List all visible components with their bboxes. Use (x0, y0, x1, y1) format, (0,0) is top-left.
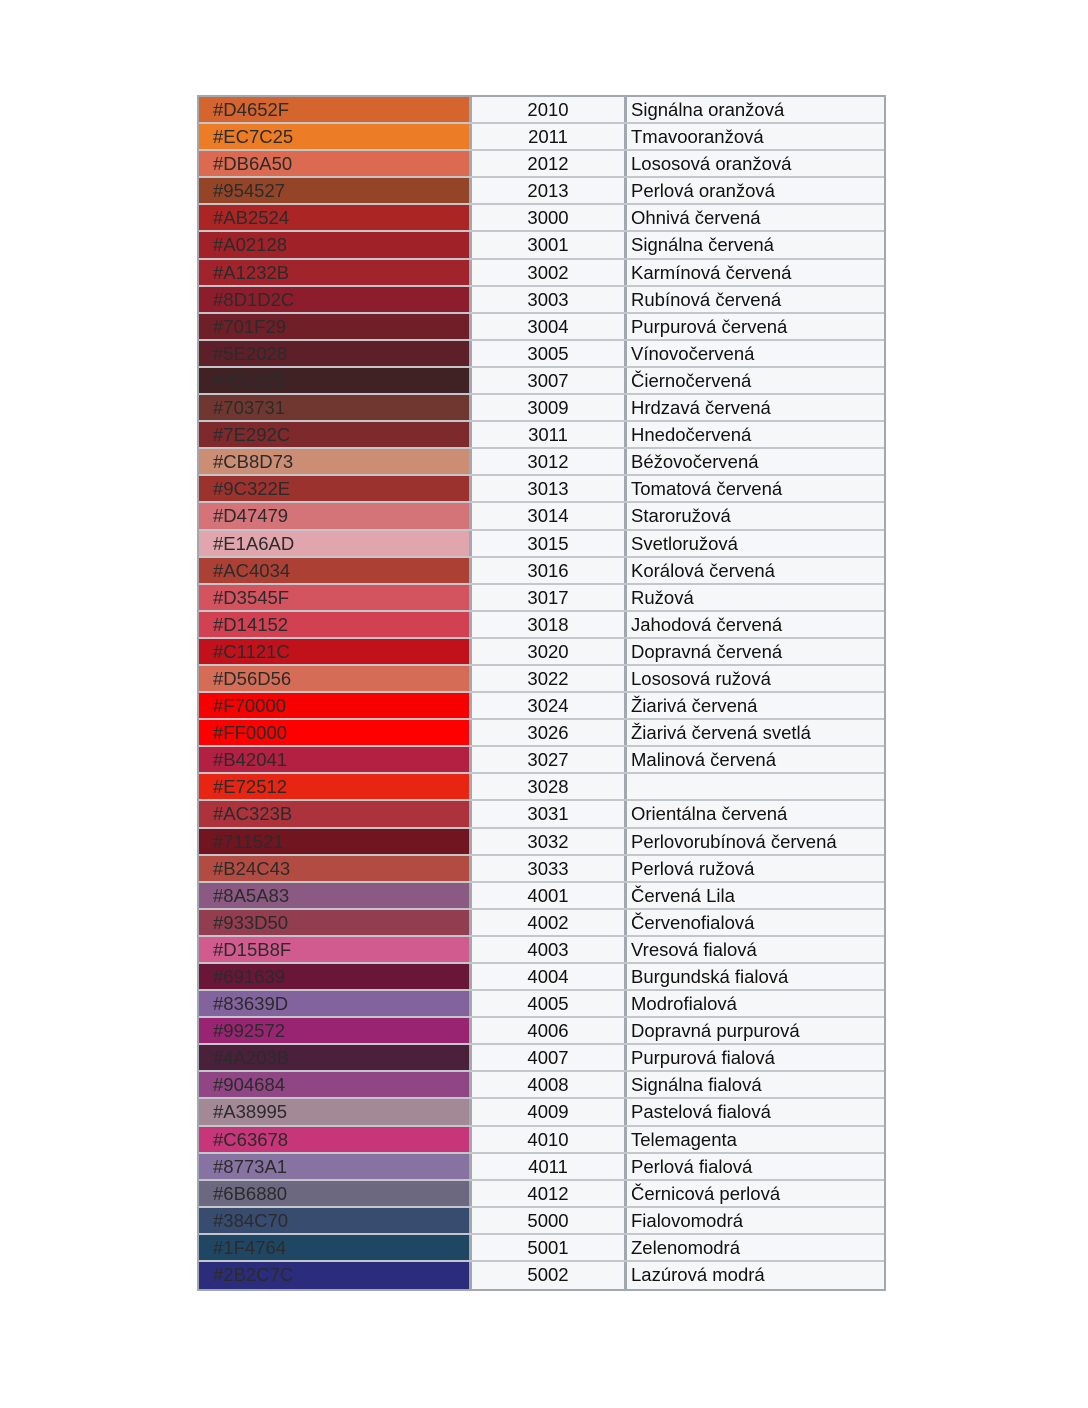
color-name: Žiarivá červená svetlá (627, 720, 884, 745)
color-swatch-hex: #AC323B (199, 801, 469, 826)
table-row (199, 666, 884, 693)
ral-code: 4007 (472, 1045, 624, 1070)
color-swatch-hex: #B24C43 (199, 856, 469, 881)
ral-code: 4010 (472, 1127, 624, 1152)
table-row (199, 720, 884, 747)
color-table (197, 95, 886, 1291)
table-row (199, 449, 884, 476)
color-swatch-hex: #4A203B (199, 1045, 469, 1070)
color-name: Tmavooranžová (627, 124, 884, 149)
color-name: Vínovočervená (627, 341, 884, 366)
ral-code: 5001 (472, 1235, 624, 1260)
color-name: Červenofialová (627, 910, 884, 935)
ral-code: 3011 (472, 422, 624, 447)
color-swatch-hex: #A02128 (199, 232, 469, 257)
color-swatch-hex: #384C70 (199, 1208, 469, 1233)
color-swatch-hex: #954527 (199, 178, 469, 203)
ral-code: 3014 (472, 503, 624, 528)
color-swatch-hex: #D56D56 (199, 666, 469, 691)
ral-code: 3007 (472, 368, 624, 393)
ral-code: 4005 (472, 991, 624, 1016)
color-swatch-hex: #DB6A50 (199, 151, 469, 176)
table-row (199, 1099, 884, 1126)
table-row (199, 1262, 884, 1289)
ral-code: 4003 (472, 937, 624, 962)
color-name: Svetloružová (627, 531, 884, 556)
ral-code: 3022 (472, 666, 624, 691)
ral-code: 3005 (472, 341, 624, 366)
table-row (199, 747, 884, 774)
ral-code: 2010 (472, 97, 624, 122)
color-swatch-hex: #83639D (199, 991, 469, 1016)
color-name: Karmínová červená (627, 260, 884, 285)
table-row (199, 341, 884, 368)
ral-code: 3001 (472, 232, 624, 257)
ral-code: 4012 (472, 1181, 624, 1206)
table-row (199, 178, 884, 205)
color-name: Staroružová (627, 503, 884, 528)
color-name: Signálna červená (627, 232, 884, 257)
color-name (627, 774, 884, 799)
color-name: Červená Lila (627, 883, 884, 908)
color-name: Jahodová červená (627, 612, 884, 637)
table-row (199, 1018, 884, 1045)
ral-code: 3012 (472, 449, 624, 474)
color-swatch-hex: #C63678 (199, 1127, 469, 1152)
table-row (199, 395, 884, 422)
color-name: Lazúrová modrá (627, 1262, 884, 1289)
table-row (199, 1072, 884, 1099)
color-name: Perlová fialová (627, 1154, 884, 1179)
ral-code: 4001 (472, 883, 624, 908)
color-name: Ohnivá červená (627, 205, 884, 230)
color-swatch-hex: #7E292C (199, 422, 469, 447)
ral-code: 2012 (472, 151, 624, 176)
color-name: Perlová oranžová (627, 178, 884, 203)
color-swatch-hex: #8D1D2C (199, 287, 469, 312)
color-swatch-hex: #D14152 (199, 612, 469, 637)
ral-code: 3027 (472, 747, 624, 772)
color-swatch-hex: #FF0000 (199, 720, 469, 745)
color-swatch-hex: #9C322E (199, 476, 469, 501)
color-swatch-hex: #CB8D73 (199, 449, 469, 474)
table-row (199, 1045, 884, 1072)
table-row (199, 774, 884, 801)
ral-code: 3017 (472, 585, 624, 610)
color-name: Purpurová fialová (627, 1045, 884, 1070)
color-name: Tomatová červená (627, 476, 884, 501)
ral-code: 3013 (472, 476, 624, 501)
color-name: Zelenomodrá (627, 1235, 884, 1260)
color-name: Béžovočervená (627, 449, 884, 474)
table-row (199, 585, 884, 612)
color-swatch-hex: #AB2524 (199, 205, 469, 230)
color-swatch-hex: #6B6880 (199, 1181, 469, 1206)
color-swatch-hex: #D15B8F (199, 937, 469, 962)
color-name: Ružová (627, 585, 884, 610)
table-row (199, 558, 884, 585)
color-name: Fialovomodrá (627, 1208, 884, 1233)
table-row (199, 124, 884, 151)
color-swatch-hex: #F70000 (199, 693, 469, 718)
table-row (199, 232, 884, 259)
color-name: Čiernočervená (627, 368, 884, 393)
ral-code: 3002 (472, 260, 624, 285)
ral-code: 3026 (472, 720, 624, 745)
ral-code: 3032 (472, 829, 624, 854)
table-row (199, 801, 884, 828)
color-name: Hnedočervená (627, 422, 884, 447)
table-row (199, 531, 884, 558)
ral-code: 3024 (472, 693, 624, 718)
ral-code: 3020 (472, 639, 624, 664)
table-row (199, 612, 884, 639)
color-swatch-hex: #933D50 (199, 910, 469, 935)
ral-code: 3004 (472, 314, 624, 339)
table-row (199, 368, 884, 395)
ral-code: 4002 (472, 910, 624, 935)
ral-code: 4006 (472, 1018, 624, 1043)
table-row (199, 1235, 884, 1262)
color-name: Dopravná červená (627, 639, 884, 664)
table-row (199, 910, 884, 937)
ral-code: 3016 (472, 558, 624, 583)
color-swatch-hex: #2B2C7C (199, 1262, 469, 1289)
color-name: Žiarivá červená (627, 693, 884, 718)
color-name: Pastelová fialová (627, 1099, 884, 1124)
ral-code: 3015 (472, 531, 624, 556)
ral-code: 3000 (472, 205, 624, 230)
color-swatch-hex: #A1232B (199, 260, 469, 285)
color-name: Orientálna červená (627, 801, 884, 826)
color-swatch-hex: #E1A6AD (199, 531, 469, 556)
table-row (199, 287, 884, 314)
color-name: Modrofialová (627, 991, 884, 1016)
color-name: Telemagenta (627, 1127, 884, 1152)
color-name: Vresová fialová (627, 937, 884, 962)
table-row (199, 1208, 884, 1235)
color-swatch-hex: #B42041 (199, 747, 469, 772)
table-row (199, 1154, 884, 1181)
color-swatch-hex: #D3545F (199, 585, 469, 610)
color-swatch-hex: #703731 (199, 395, 469, 420)
color-name: Perlovorubínová červená (627, 829, 884, 854)
ral-code: 3033 (472, 856, 624, 881)
color-name: Signálna oranžová (627, 97, 884, 122)
color-swatch-hex: #8A5A83 (199, 883, 469, 908)
color-swatch-hex: #8773A1 (199, 1154, 469, 1179)
table-row (199, 503, 884, 530)
table-row (199, 314, 884, 341)
table-row (199, 476, 884, 503)
color-swatch-hex: #C1121C (199, 639, 469, 664)
table-row (199, 1181, 884, 1208)
ral-code: 2011 (472, 124, 624, 149)
table-row (199, 639, 884, 666)
color-swatch-hex: #EC7C25 (199, 124, 469, 149)
ral-code: 4004 (472, 964, 624, 989)
table-row (199, 883, 884, 910)
ral-code: 2013 (472, 178, 624, 203)
ral-code: 3003 (472, 287, 624, 312)
table-row (199, 260, 884, 287)
ral-code: 3018 (472, 612, 624, 637)
table-row (199, 1127, 884, 1154)
color-swatch-hex: #402225 (199, 368, 469, 393)
color-swatch-hex: #D47479 (199, 503, 469, 528)
table-row (199, 422, 884, 449)
color-swatch-hex: #5E2028 (199, 341, 469, 366)
color-name: Purpurová červená (627, 314, 884, 339)
ral-code: 4008 (472, 1072, 624, 1097)
table-row (199, 205, 884, 232)
ral-code: 3009 (472, 395, 624, 420)
color-swatch-hex: #691639 (199, 964, 469, 989)
ral-code: 5000 (472, 1208, 624, 1233)
color-name: Dopravná purpurová (627, 1018, 884, 1043)
ral-code: 4009 (472, 1099, 624, 1124)
color-swatch-hex: #701F29 (199, 314, 469, 339)
color-swatch-hex: #D4652F (199, 97, 469, 122)
color-name: Malinová červená (627, 747, 884, 772)
color-name: Perlová ružová (627, 856, 884, 881)
table-row (199, 693, 884, 720)
color-swatch-hex: #711521 (199, 829, 469, 854)
color-name: Burgundská fialová (627, 964, 884, 989)
table-row (199, 829, 884, 856)
table-row (199, 151, 884, 178)
table-row (199, 964, 884, 991)
ral-code: 3028 (472, 774, 624, 799)
ral-code: 3031 (472, 801, 624, 826)
color-name: Černicová perlová (627, 1181, 884, 1206)
table-row (199, 991, 884, 1018)
color-name: Rubínová červená (627, 287, 884, 312)
color-name: Lososová oranžová (627, 151, 884, 176)
color-name: Signálna fialová (627, 1072, 884, 1097)
table-row (199, 937, 884, 964)
color-name: Korálová červená (627, 558, 884, 583)
color-swatch-hex: #A38995 (199, 1099, 469, 1124)
ral-code: 4011 (472, 1154, 624, 1179)
table-row (199, 856, 884, 883)
color-name: Hrdzavá červená (627, 395, 884, 420)
color-swatch-hex: #1F4764 (199, 1235, 469, 1260)
color-swatch-hex: #992572 (199, 1018, 469, 1043)
color-swatch-hex: #E72512 (199, 774, 469, 799)
color-swatch-hex: #904684 (199, 1072, 469, 1097)
ral-code: 5002 (472, 1262, 624, 1289)
table-row (199, 97, 884, 124)
color-swatch-hex: #AC4034 (199, 558, 469, 583)
color-name: Lososová ružová (627, 666, 884, 691)
